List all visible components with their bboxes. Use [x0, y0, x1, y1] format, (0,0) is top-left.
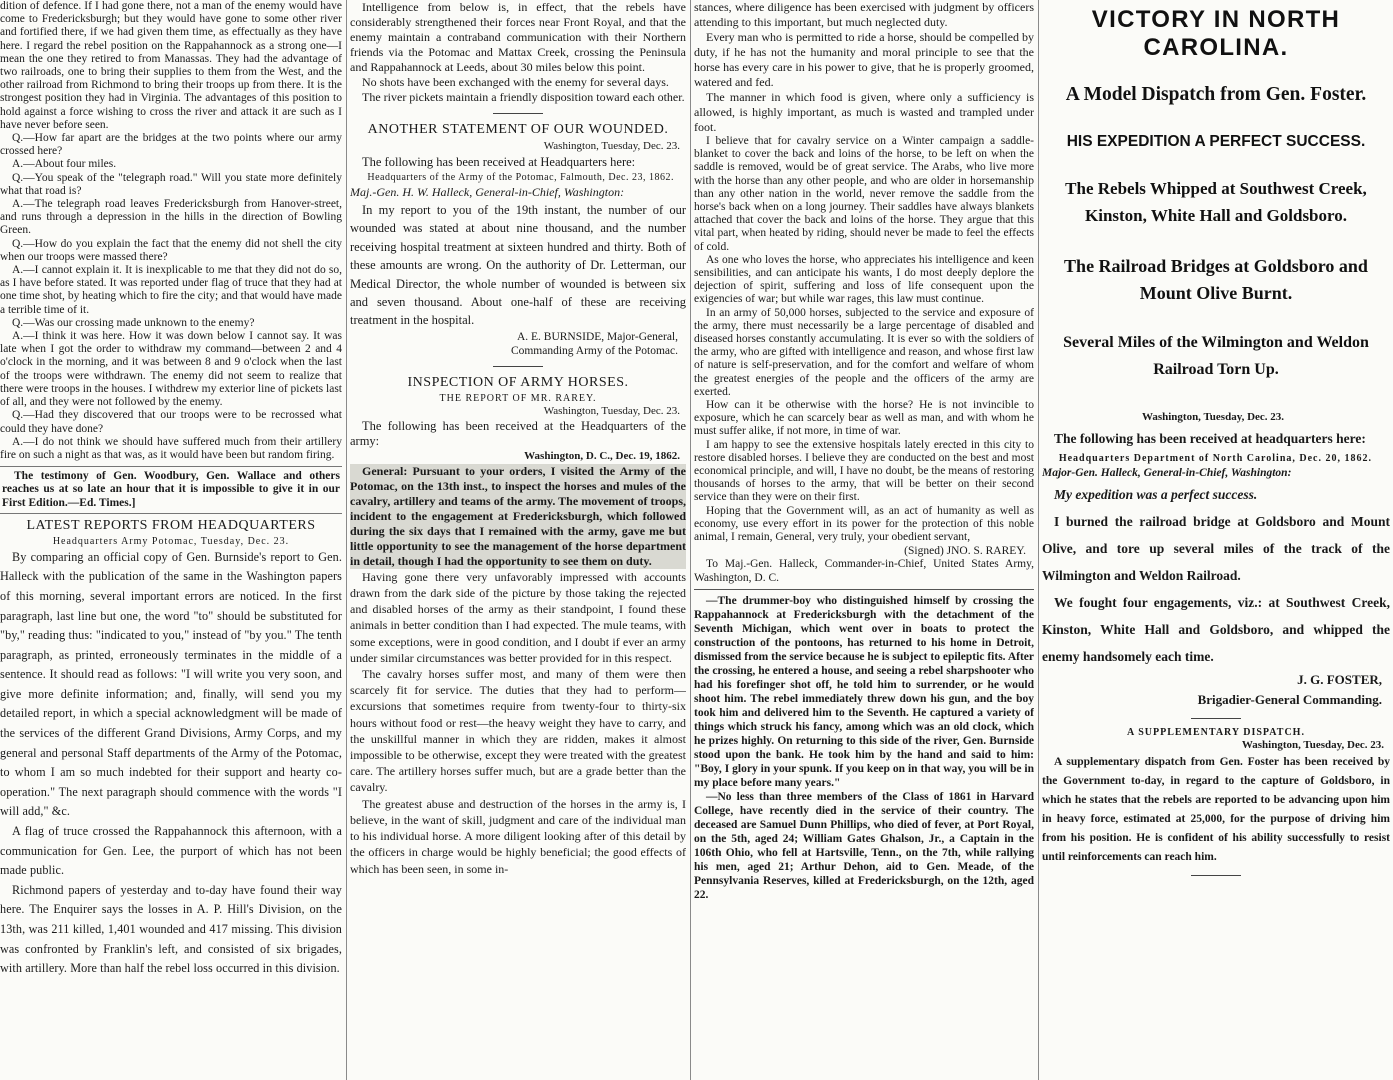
dateline: Headquarters Army Potomac, Tuesday, Dec. 23. [52, 535, 290, 547]
separator [1191, 718, 1241, 719]
addressee: Maj.-Gen. H. W. Halleck, General-in-Chief, Washington: [350, 185, 625, 199]
headline-deck: The Railroad Bridges at Goldsboro and Mount Olive Burnt. [1064, 256, 1368, 303]
report-paragraph: As one who loves the horse, who appreciates his intelligence and keen sensibilities, and can anticipate his wants, I do most deeply deplore the dejection of spirit, suffering and loss of life consequent upon the exigencies of war; but while war rages, this law must continue. [694, 253, 1034, 306]
article-paragraph: By comparing an official copy of Gen. Burnside's report to Gen. Halleck with the publication of the same in the Washington papers of this morning, several important errors are noticed. In the first paragraph, last line but one, the word "to" should be substituted for "by," reading thus: "indicated to you," instead of "by you." The tenth paragraph, as printed, erroneously terminates in the middle of a sentence. It should read as follows: "I will write you very soon, and give more definite information; and, finally, will send you my detailed report, in which a special acknowledgment will be made of the services of the different Grand Divisions, Army Corps, and my general and personal Staff departments of the Army of the Potomac, to whom I am so much indebted for their support and hearty co-operation." The next paragraph should commence with the words "I will add," &c. [0, 549, 342, 819]
report-paragraph: How can it be otherwise with the horse? He is not invincible to exposure, which he can scarcely bear as well as man, and with whom he must suffer alike, if not more, in time of war. [694, 399, 1034, 438]
dateline: Washington, Tuesday, Dec. 23. [1241, 739, 1384, 751]
report-paragraph: Having gone there very unfavorably impressed with accounts drawn from the dark side of the picture by those taking the rejected and disabled horses of the army as their standpoint, I found these animals in better condition than I had expected. The mule teams, with some exceptions, were in good condition, and I doubt if ever an army under similar circumstances was better provided for in this respect. [350, 569, 686, 665]
signature-title: Brigadier-General Commanding. [1197, 692, 1382, 707]
report-paragraph: In an army of 50,000 horses, subjected to the service and exposure of the army, there must necessarily be a large percentage of disabled and diseased horses constantly accumulating. It is ever so with the soldiers of the army, who are gifted with intelligence and reason, and whose first law of nature is self-preservation, and for the comfort and welfare of whom the greatest energies of the people and the officers of the army are exerted. [694, 306, 1034, 398]
section-heading: ANOTHER STATEMENT OF OUR WOUNDED. [367, 122, 669, 137]
dispatch-text: I burned the railroad bridge at Goldsboro and Mount Olive, and tore up several miles of the track of the Wilmington and Weldon Railroad. [1042, 514, 1390, 583]
question: Q.—Was our crossing made unknown to the enemy? [12, 316, 255, 329]
signature-title: Commanding Army of the Potomac. [510, 344, 678, 357]
report-paragraph: The manner in which food is given, where only a sufficiency is allowed, is highly important, as much is wasted and trampled under foot. [694, 90, 1034, 134]
column-3 [694, 0, 1034, 1080]
section-heading: INSPECTION OF ARMY HORSES. [407, 374, 629, 390]
main-headline: VICTORY IN NORTH CAROLINA. [1091, 6, 1341, 61]
question: Q.—How far apart are the bridges at the two points where our army crossed here? [0, 132, 342, 158]
column-rule [346, 0, 347, 1080]
report-paragraph: Hoping that the Government will, as an act of humanity as well as economy, use every effort in its power for the protection of this noble animal, I remain, General, very truly, your obedient servant, [694, 504, 1034, 544]
dispatch-text: My expedition was a perfect success. [1054, 487, 1258, 502]
subheading: THE REPORT OF MR. RAREY. [439, 392, 597, 404]
column-4 [1042, 0, 1390, 1080]
report-paragraph: The cavalry horses suffer most, and many of them were then scarcely fit for service. The duties that they had to perform—excursions that sometimes require from twenty-four to thirty-six hours without food or rest—the heavy weight they have to carry, and the unskillful manner in which they are ridden, makes it almost impossible to be otherwise, except they were treated with the greatest care. The artillery horses suffer much, but are a grade better than the cavalry. [350, 667, 686, 795]
headline-deck: Several Miles of the Wilmington and Weldon Railroad Torn Up. [1063, 334, 1369, 378]
signature: J. G. FOSTER, [1297, 672, 1382, 687]
headquarters-line: Headquarters Department of North Carolina, Dec. 20, 1862. [1058, 453, 1372, 464]
dateline: Washington, Tuesday, Dec. 23. [1141, 411, 1285, 423]
article-paragraph: The river pickets maintain a friendly disposition toward each other. [362, 90, 685, 104]
dispatch-text: In my report to you of the 19th instant, the number of our wounded was stated at about nine thousand, and the number receiving hospital treatment at sixteen hundred and thirty. Both of these amounts are wrong. On the authority of Dr. Letterman, our Medical Director, the whole number of wounded is between six and seven thousand. About one-half of these are receiving treatment in the hospital. [350, 203, 686, 328]
headline-deck: A Model Dispatch from Gen. Foster. [1065, 84, 1367, 105]
answer: A.—I cannot explain it. It is inexplicable to me that they did not do so, as I have before stated. It was reported under flag of truce that they had at one time shot, by heating which to fire the city; and that would have made a terrible time of it. [0, 264, 342, 316]
report-paragraph: Every man who is permitted to ride a horse, should be compelled by duty, if he has not the humanity and moral principle to see that the horse has every care in his power to give, that he is properly groomed, watered and fed. [694, 30, 1034, 89]
article-paragraph: No shots have been exchanged with the enemy for several days. [362, 75, 669, 89]
dateline: Washington, Tuesday, Dec. 23. [543, 404, 680, 417]
article-paragraph: A flag of truce crossed the Rappahannock this afternoon, with a communication for Gen. Lee, the purport of which has not been made public. [0, 824, 342, 878]
separator [493, 113, 543, 114]
question: Q.—How do you explain the fact that the enemy did not shell the city when our troops were massed there? [0, 237, 342, 263]
headline-deck: HIS EXPEDITION A PERFECT SUCCESS. [1066, 133, 1366, 150]
report-paragraph: The greatest abuse and destruction of the horses in the army is, I believe, in the want of skill, judgment and care of the individual man to his individual horse. A more diligent looking after of this detail by the officers in charge would be highly beneficial; the good effects of which has been seen, in some in- [350, 796, 686, 876]
separator [493, 366, 543, 367]
testimony-paragraph: dition of defence. If I had gone there, not a man of the enemy would have come to Fredericksburgh; but they would have gone to some other river and fortified there, if we had given them time, as effectually as they have here. I regard the rebel position on the Rappahannock as a strong one—I mean the one they retired to from Manassas. They had the advantage of two railroads, one to bring their supplies to them from the West, and the other railroad from Richmond to bring their troops up from there. It is the strongest position they had in Virginia. The advantages of this position to hold against a force wishing to cross the river and attack it are such as I have never before seen. [0, 0, 342, 131]
editor-note: The testimony of Gen. Woodbury, Gen. Wallace and others reaches us at so late an hour that it is impossible to give it in our First Edition.—Ed. Times.] [2, 470, 340, 509]
column-rule [1038, 0, 1039, 1080]
report-paragraph: stances, where diligence has been exercised with judgment by officers attending to this important, but much neglected duty. [694, 0, 1034, 29]
answer: A.—I think it was here. How it was down below I cannot say. It was late when I got the order to withdraw my command—between 2 and 4 o'clock in the morning, and it was between 8 and 9 o'clock when the last of the troops were withdrawn. The enemy did not seem to realize that there were troops in the houses. I withdrew my exterior line of pickets last of all, and they were not followed by the enemy. [0, 330, 342, 409]
article-paragraph: The following has been received at Headquarters here: [362, 155, 636, 169]
column-rule [690, 0, 691, 1080]
news-item: —No less than three members of the Class of 1861 in Harvard College, have recently died in the service of their country. The deceased are Samuel Dunn Phillips, who died of fever, at Port Royal, on the 5th, aged 24; William Gates Ghalson, Jr., a Captain in the 106th Ohio, who fell at Hartsville, Tenn., on the 7th, while rallying his men, aged 21; Arthur Dehon, aid to Gen. Meade, of the Pennsylvania Reserves, killed at Fredericksburgh, on the 12th, aged 22. [694, 790, 1034, 901]
answer: A.—About four miles. [12, 158, 117, 171]
article-paragraph: The following has been received at headquarters here: [1054, 431, 1366, 446]
damaged-print-area [350, 464, 686, 569]
subheading: A SUPPLEMENTARY DISPATCH. [1127, 727, 1305, 738]
column-1 [0, 0, 342, 1080]
article-paragraph: The following has been received at the Headquarters of the army: [350, 418, 686, 448]
section-heading: LATEST REPORTS FROM HEADQUARTERS [26, 517, 316, 533]
question: Q.—You speak of the "telegraph road." Will you state more definitely what that road is? [0, 171, 342, 197]
addressee: Major-Gen. Halleck, General-in-Chief, Washington: [1042, 467, 1292, 479]
dateline: Washington, D. C., Dec. 19, 1862. [524, 449, 680, 462]
editor-note-box [0, 466, 342, 514]
column-2 [350, 0, 686, 1080]
question: Q.—Had they discovered that our troops were to be recrossed what could they have done? [0, 409, 342, 435]
answer: A.—The telegraph road leaves Fredericksburgh from Hanover-street, and runs through a depression in the hills in the direction of Bowling Green. [0, 198, 342, 237]
article-paragraph: Richmond papers of yesterday and to-day have found their way here. The Enquirer says the losses in A. P. Hill's Division, on the 13th, was 211 killed, 1,401 wounded and 417 missing. This division was confronted by Franklin's left, and consisted of six brigades, with artillery. More than half the rebel loss occurred in this division. [0, 882, 342, 976]
report-paragraph: I am happy to see the extensive hospitals lately erected in this city to restore disabled horses. I believe they are conducted on the best and most economical principle, and will, I have no doubt, be the means of restoring thousands of horses to the army, that will be better on their second service than they were on their first. [694, 438, 1034, 504]
headquarters-line: Headquarters of the Army of the Potomac, Falmouth, Dec. 23, 1862. [367, 172, 674, 183]
report-paragraph: I believe that for cavalry service on a Winter campaign a saddle-blanket to cover the back and loins of the horse, to be left on when the saddle is removed, would be of great service. The Arabs, who live more with the horse than any other people, and who are older in horsemanship than any other nation in the world, never remove the saddle from the horse's back when on a long journey. Their saddles have always blankets attached that cover the back and loins of the horse. They argue that this vital part, when heated by riding, should never be made to feel the effects of cold. [694, 135, 1034, 253]
signature: A. E. BURNSIDE, Major-General, [516, 330, 678, 343]
report-paragraph: General: Pursuant to your orders, I visited the Army of the Potomac, on the 13th inst., to inspect the horses and mules of the cavalry, artillery and teams of the army. The movement of troops, incident to the engagement at Fredericksburgh, which followed during the six days that I remained with the army, gave me but little opportunity to see the management of the horse department in detail, though I had the opportunity to see them on duty. [350, 463, 686, 568]
article-paragraph: Intelligence from below is, in effect, that the rebels have considerably strengthened their forces near Front Royal, and that the enemy maintain a contraband communication with their Northern friends via the Potomac and Mattax Creek, crossing the Peninsula and Rappahannock at Leeds, about 30 miles below this point. [350, 0, 686, 74]
headline-deck: The Rebels Whipped at Southwest Creek, Kinston, White Hall and Goldsboro. [1065, 179, 1367, 225]
dispatch-text: We fought four engagements, viz.: at Southwest Creek, Kinston, White Hall and Goldsboro, and whipped the enemy handsomely each time. [1042, 595, 1390, 664]
signature: (Signed) JNO. S. RAREY. [904, 545, 1026, 558]
separator [1191, 875, 1241, 876]
news-item: —The drummer-boy who distinguished himself by crossing the Rappahannock at Fredericksburgh with the detachment of the Seventh Michigan, which went over in boats to protect the construction of the pontoons, has returned to his home in Detroit, dismissed from the service because he is subject to epileptic fits. After the crossing, he entered a house, and seeing a rebel sharpshooter who had his forefinger shot off, he told him to surrender, or he would shoot him. The rebel immediately threw down his gun, and the boy took him and delivered him to the Seventh. He captured a variety of things which struck his fancy, among which was an old clock, which he prizes highly. On returning to this side of the river, Gen. Burnside stood upon the bank. He took him by the hand and said to him: "Boy, I glory in your spunk. If you keep on in that way, you will be in my place before many years." [694, 594, 1034, 789]
separator [694, 589, 1034, 590]
addressee: To Maj.-Gen. Halleck, Commander-in-Chief, United States Army, Washington, D. C. [694, 558, 1034, 584]
dispatch-text: A supplementary dispatch from Gen. Foster has been received by the Government to-day, in regard to the capture of Goldsboro, in which he states that the rebels are reported to be advancing upon him in heavy force, estimated at 25,000, for the purpose of driving him from his position. He is confident of his ability successfully to resist until reinforcements can reach him. [1042, 756, 1390, 863]
dateline: Washington, Tuesday, Dec. 23. [543, 140, 680, 152]
answer: A.—I do not think we should have suffered much from their artillery fire on such a night as that was, as it would have been but random firing. [0, 435, 342, 461]
